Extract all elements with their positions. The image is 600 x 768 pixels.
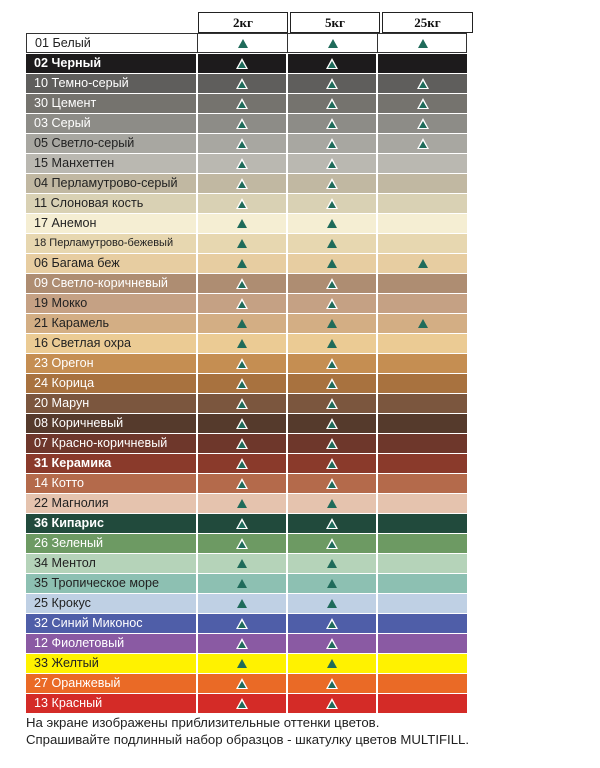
availability-cell [377,34,468,52]
available-triangle-icon [236,478,248,489]
color-row [26,453,467,473]
available-triangle-icon [326,458,338,469]
availability-cell [376,694,467,713]
availability-cell [196,194,286,213]
availability-cell [196,294,286,313]
available-triangle-icon [328,39,338,48]
color-row [26,433,467,453]
available-triangle-icon [237,219,247,228]
availability-cell [286,534,376,553]
availability-cell [286,514,376,533]
color-row [26,133,467,153]
availability-cell [376,334,467,353]
color-name: 20 Марун [34,396,90,410]
availability-cell [196,454,286,473]
header-2kg: 2кг [198,12,288,33]
color-name: 10 Темно-серый [34,76,129,90]
availability-cell [196,54,286,73]
color-name: 15 Манхеттен [34,156,115,170]
availability-cell [196,514,286,533]
color-name: 23 Орегон [34,356,94,370]
available-triangle-icon [236,58,248,69]
availability-cell [196,94,286,113]
availability-cell [196,674,286,693]
color-row [26,173,467,193]
available-triangle-icon [326,478,338,489]
color-row [26,513,467,533]
color-name: 32 Синий Миконос [34,616,143,630]
color-name: 07 Красно-коричневый [34,436,168,450]
color-row [26,153,467,173]
color-row [26,313,467,333]
available-triangle-icon [236,118,248,129]
available-triangle-icon [326,298,338,309]
availability-cell [376,234,467,253]
availability-cell [196,334,286,353]
availability-cell [286,274,376,293]
availability-cell [376,614,467,633]
availability-cell [196,174,286,193]
color-name: 33 Желтый [34,656,99,670]
color-name: 26 Зеленый [34,536,104,550]
color-row [26,673,467,693]
available-triangle-icon [327,559,337,568]
availability-cell [286,434,376,453]
availability-cell [196,314,286,333]
availability-cell [196,414,286,433]
available-triangle-icon [236,398,248,409]
available-triangle-icon [326,538,338,549]
color-name: 03 Серый [34,116,91,130]
availability-cell [196,494,286,513]
available-triangle-icon [327,579,337,588]
availability-cell [286,174,376,193]
availability-cell [376,174,467,193]
color-row [26,653,467,673]
color-row [26,573,467,593]
availability-cell [196,474,286,493]
color-row [26,113,467,133]
availability-cell [376,374,467,393]
color-row [26,693,467,713]
color-name: 36 Кипарис [34,516,104,530]
color-row [26,493,467,513]
available-triangle-icon [326,198,338,209]
available-triangle-icon [236,358,248,369]
availability-cell [286,494,376,513]
availability-cell [376,454,467,473]
available-triangle-icon [327,239,337,248]
availability-cell [286,554,376,573]
available-triangle-icon [237,259,247,268]
availability-cell [197,34,287,52]
color-row [26,93,467,113]
availability-cell [196,594,286,613]
available-triangle-icon [418,319,428,328]
color-rows [26,33,467,713]
available-triangle-icon [417,98,429,109]
availability-cell [286,114,376,133]
availability-cell [196,214,286,233]
available-triangle-icon [237,499,247,508]
color-name: 12 Фиолетовый [34,636,125,650]
color-row [26,633,467,653]
available-triangle-icon [327,599,337,608]
availability-cell [286,474,376,493]
availability-cell [376,134,467,153]
color-row [26,593,467,613]
color-row [26,193,467,213]
availability-cell [376,554,467,573]
available-triangle-icon [417,138,429,149]
color-name: 27 Оранжевый [34,676,121,690]
availability-cell [376,474,467,493]
available-triangle-icon [326,398,338,409]
available-triangle-icon [237,579,247,588]
availability-cell [286,614,376,633]
availability-cell [376,654,467,673]
available-triangle-icon [327,219,337,228]
availability-cell [376,494,467,513]
availability-cell [376,674,467,693]
available-triangle-icon [326,98,338,109]
availability-cell [196,354,286,373]
availability-cell [286,194,376,213]
color-row [26,73,467,93]
color-row [26,213,467,233]
color-row [26,53,467,73]
available-triangle-icon [326,378,338,389]
availability-cell [196,394,286,413]
available-triangle-icon [237,559,247,568]
availability-cell [376,354,467,373]
availability-cell [196,434,286,453]
available-triangle-icon [236,678,248,689]
color-name: 30 Цемент [34,96,97,110]
color-row [26,413,467,433]
available-triangle-icon [236,198,248,209]
available-triangle-icon [236,138,248,149]
color-name: 16 Светлая охра [34,336,132,350]
availability-cell [287,34,377,52]
availability-cell [286,334,376,353]
color-row [26,553,467,573]
availability-cell [196,634,286,653]
available-triangle-icon [236,78,248,89]
available-triangle-icon [236,638,248,649]
available-triangle-icon [236,538,248,549]
color-row [26,353,467,373]
color-name: 09 Светло-коричневый [34,276,168,290]
available-triangle-icon [326,278,338,289]
availability-cell [376,314,467,333]
available-triangle-icon [326,518,338,529]
available-triangle-icon [236,158,248,169]
color-row [26,613,467,633]
available-triangle-icon [327,659,337,668]
availability-cell [286,694,376,713]
available-triangle-icon [236,298,248,309]
available-triangle-icon [326,438,338,449]
available-triangle-icon [326,678,338,689]
availability-cell [196,654,286,673]
availability-cell [376,154,467,173]
availability-cell [286,234,376,253]
availability-cell [286,394,376,413]
availability-cell [196,374,286,393]
color-name: 18 Перламутрово-бежевый [34,237,174,249]
availability-cell [376,194,467,213]
color-name: 11 Слоновая кость [34,196,144,210]
availability-cell [376,94,467,113]
availability-cell [286,154,376,173]
available-triangle-icon [237,339,247,348]
color-name: 22 Магнолия [34,496,109,510]
color-name: 01 Белый [35,36,91,50]
available-triangle-icon [417,118,429,129]
availability-cell [286,314,376,333]
availability-cell [286,294,376,313]
available-triangle-icon [326,358,338,369]
available-triangle-icon [236,458,248,469]
color-name: 02 Черный [34,56,102,70]
available-triangle-icon [326,178,338,189]
availability-cell [376,594,467,613]
availability-cell [196,234,286,253]
availability-cell [286,674,376,693]
color-row [26,233,467,253]
color-row [26,33,467,53]
available-triangle-icon [236,98,248,109]
availability-cell [376,254,467,273]
available-triangle-icon [237,659,247,668]
header-25kg: 25кг [382,12,473,33]
color-name: 05 Светло-серый [34,136,135,150]
availability-cell [376,54,467,73]
availability-cell [286,594,376,613]
availability-cell [376,74,467,93]
availability-cell [376,414,467,433]
availability-cell [196,694,286,713]
available-triangle-icon [326,158,338,169]
availability-cell [196,134,286,153]
available-triangle-icon [326,698,338,709]
availability-cell [286,634,376,653]
availability-cell [376,514,467,533]
color-row [26,473,467,493]
available-triangle-icon [327,259,337,268]
available-triangle-icon [236,698,248,709]
availability-cell [286,134,376,153]
available-triangle-icon [326,618,338,629]
color-availability-table [26,12,467,713]
available-triangle-icon [236,418,248,429]
availability-cell [376,294,467,313]
available-triangle-icon [237,319,247,328]
available-triangle-icon [327,499,337,508]
header-spacer [26,12,196,33]
availability-cell [376,434,467,453]
footer-line-1: На экране изображены приблизительные оттенки цветов. [26,715,380,730]
availability-cell [286,254,376,273]
availability-cell [286,374,376,393]
availability-cell [286,654,376,673]
availability-cell [196,614,286,633]
color-row [26,253,467,273]
available-triangle-icon [326,638,338,649]
availability-cell [196,274,286,293]
availability-cell [376,394,467,413]
available-triangle-icon [326,78,338,89]
available-triangle-icon [237,239,247,248]
availability-cell [376,634,467,653]
availability-cell [376,214,467,233]
color-name: 31 Керамика [34,456,112,470]
availability-cell [196,114,286,133]
available-triangle-icon [236,438,248,449]
color-name: 04 Перламутрово-серый [34,176,178,190]
available-triangle-icon [236,518,248,529]
availability-cell [286,74,376,93]
available-triangle-icon [236,278,248,289]
color-row [26,333,467,353]
availability-cell [196,534,286,553]
availability-cell [286,94,376,113]
available-triangle-icon [417,78,429,89]
available-triangle-icon [238,39,248,48]
color-name: 25 Крокус [34,596,91,610]
availability-cell [376,274,467,293]
availability-cell [196,574,286,593]
availability-cell [286,454,376,473]
available-triangle-icon [327,339,337,348]
availability-cell [286,414,376,433]
color-name: 08 Коричневый [34,416,124,430]
available-triangle-icon [326,418,338,429]
available-triangle-icon [326,58,338,69]
table-header [26,12,467,33]
availability-cell [376,534,467,553]
color-name: 34 Ментол [34,556,96,570]
available-triangle-icon [236,178,248,189]
header-5kg: 5кг [290,12,380,33]
availability-cell [196,254,286,273]
color-name: 35 Тропическое море [34,576,160,590]
color-name: 24 Корица [34,376,95,390]
availability-cell [196,74,286,93]
availability-cell [196,554,286,573]
footer-note [26,714,586,748]
color-name: 14 Котто [34,476,84,490]
availability-cell [286,214,376,233]
color-name: 17 Анемон [34,216,97,230]
availability-cell [376,574,467,593]
color-row [26,533,467,553]
availability-cell [196,154,286,173]
footer-line-2: Спрашивайте подлинный набор образцов - шкатулку цветов MULTIFILL. [26,732,470,747]
color-row [26,273,467,293]
color-name: 19 Мокко [34,296,88,310]
available-triangle-icon [236,378,248,389]
available-triangle-icon [237,599,247,608]
available-triangle-icon [418,259,428,268]
available-triangle-icon [326,118,338,129]
color-name: 06 Багама беж [34,256,120,270]
color-row [26,373,467,393]
available-triangle-icon [418,39,428,48]
color-row [26,393,467,413]
availability-cell [286,354,376,373]
available-triangle-icon [326,138,338,149]
availability-cell [286,574,376,593]
available-triangle-icon [327,319,337,328]
availability-cell [286,54,376,73]
color-name: 21 Карамель [34,316,110,330]
color-name: 13 Красный [34,696,103,710]
available-triangle-icon [236,618,248,629]
availability-cell [376,114,467,133]
color-row [26,293,467,313]
